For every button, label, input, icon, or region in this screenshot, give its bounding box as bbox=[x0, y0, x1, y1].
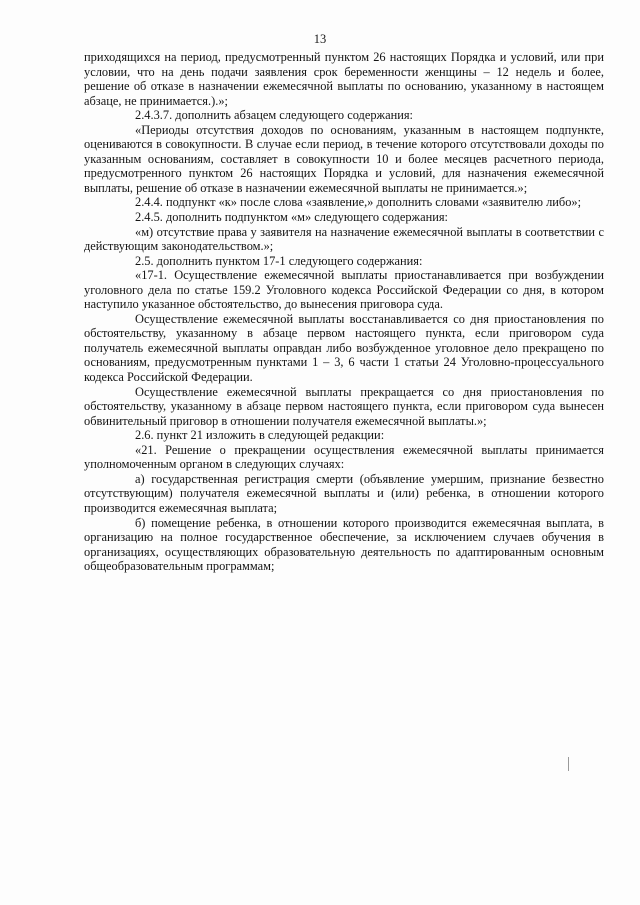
page-number: 13 bbox=[313, 32, 327, 46]
paragraph: 2.4.4. подпункт «к» после слова «заявление,» дополнить словами «заявителю либо»; bbox=[135, 195, 582, 210]
paragraph: 2.4.3.7. дополнить абзацем следующего содержания: bbox=[135, 108, 413, 123]
paragraph: 2.5. дополнить пунктом 17-1 следующего содержания: bbox=[135, 253, 423, 268]
paragraph: Осуществление ежемесячной выплаты прекращается со дня приостановления по обстоятельству, указанному в абзаце первом настоящего пункта, если приговором суда вынесен обвинительный приговор в отношении получателя ежемесячной выплаты.»; bbox=[84, 384, 604, 428]
paragraph: б) помещение ребенка, в отношении которого производится ежемесячная выплата, в организацию на полное государственное обеспечение, за исключением случаев обучения в организациях, осуществляющих образовательную деятельность по адаптированным основным общеобразовательным программам; bbox=[84, 515, 604, 574]
paragraph: 2.4.5. дополнить подпунктом «м» следующего содержания: bbox=[135, 210, 448, 225]
document-body bbox=[84, 50, 604, 574]
paragraph: «17-1. Осуществление ежемесячной выплаты приостанавливается при возбуждении уголовного дела по статье 159.2 Уголовного кодекса Российской Федерации со дня, в котором наступило указанное обстоятельство, до вынесения приговора суда. bbox=[84, 268, 604, 312]
paragraph: «21. Решение о прекращении осуществления ежемесячной выплаты принимается уполномоченным органом в следующих случаях: bbox=[84, 442, 604, 472]
paragraph: «м) отсутствие права у заявителя на назначение ежемесячной выплаты в соответствии с действующим законодательством.»; bbox=[84, 224, 604, 254]
paragraph: «Периоды отсутствия доходов по основаниям, указанным в настоящем подпункте, оцениваются в совокупности. В случае если период, в течение которого отсутствовали доходы по указанным основаниям, составляет в совокупности 10 и более месяцев расчетного периода, предусмотренного пунктом 26 настоящих Порядка и условий, для назначения ежемесячной выплаты, решение об отказе в назначении ежемесячной выплаты не принимается.»; bbox=[84, 122, 604, 195]
scan-margin-mark bbox=[568, 757, 569, 771]
paragraph: 2.6. пункт 21 изложить в следующей редакции: bbox=[135, 428, 385, 443]
paragraph: приходящихся на период, предусмотренный пунктом 26 настоящих Порядка и условий, или при условии, что на день подачи заявления срок беременности женщины – 12 недель и более, решение об отказе в назначении ежемесячной выплаты по основанию, указанному в настоящем абзаце, не принимается.).»; bbox=[84, 50, 604, 108]
paragraph: Осуществление ежемесячной выплаты восстанавливается со дня приостановления по обстоятельству, указанному в абзаце первом настоящего пункта, если приговором суда получатель ежемесячной выплаты оправдан либо возбужденное уголовное дело прекращено по основаниям, предусмотренным пунктами 1 – 3, 6 части 1 статьи 24 Уголовно-процессуального кодекса Российской Федерации. bbox=[84, 311, 604, 385]
paragraph: а) государственная регистрация смерти (объявление умершим, признание безвестно отсутствующим) получателя ежемесячной выплаты и (или) ребенка, в отношении которого производится ежемесячная выплата; bbox=[84, 471, 604, 515]
